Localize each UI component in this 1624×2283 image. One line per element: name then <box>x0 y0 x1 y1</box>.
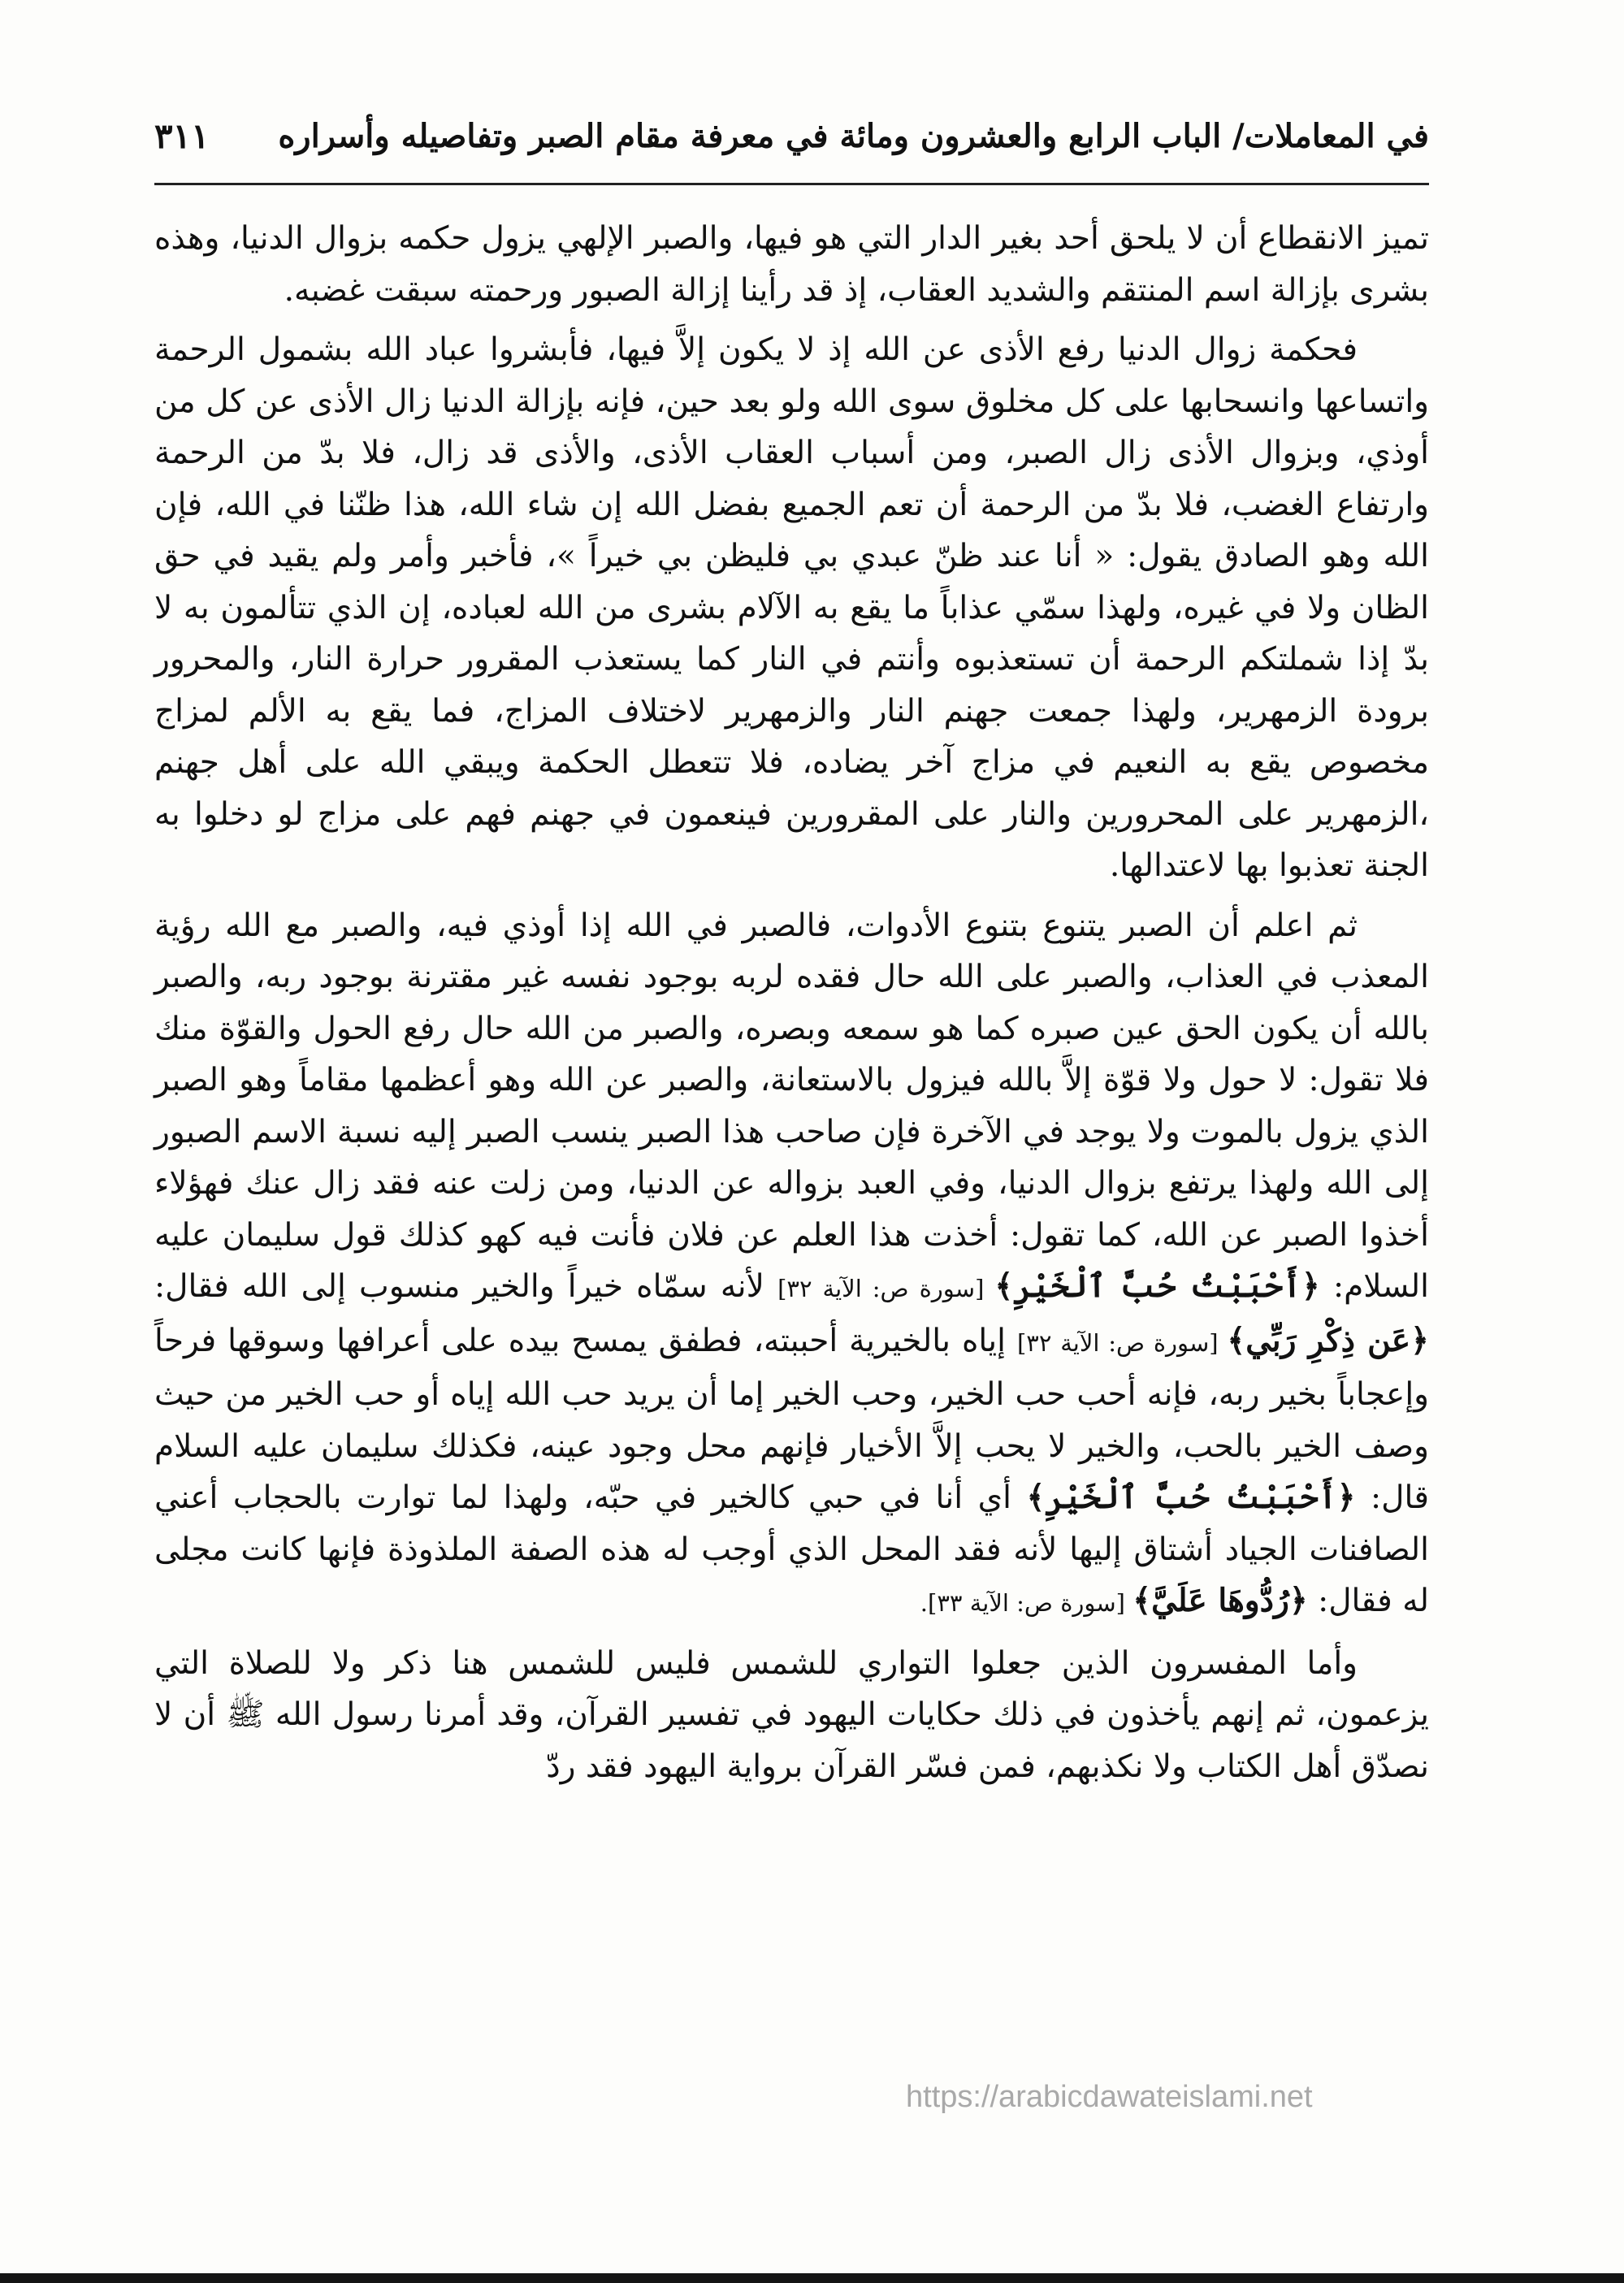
body-text <box>154 213 1429 1800</box>
verse-reference: [سورة ص: الآية ٣٢] <box>777 1275 995 1302</box>
paragraph-text: فحكمة زوال الدنيا رفع الأذى عن الله إذ لا يكون إلاَّ فيها، فأبشروا عباد الله بشمول الرحمة واتساعها وانسحابها على كل مخلوق سوى الله ولو بعد حين، فإنه بإزالة الدنيا زال الأذى عن كل من أوذي، وبزوال الأذى زال الصبر، ومن أسباب العقاب الأذى، والأذى قد زال، فلا بدّ من الرحمة وارتفاع الغضب، فلا بدّ من الرحمة أن تعم الجميع بفضل الله إن شاء الله، هذا ظنّنا في الله، فإن الله وهو الصادق يقول: « أنا عند ظنّ عبدي بي فليظن بي خيراً »، فأخبر وأمر ولم يقيد في حق الظان ولا في غيره، ولهذا سمّي عذاباً ما يقع به الآلام بشرى من الله لعباده، إن الذي تتألمون به لا بدّ إذا شملتكم الرحمة أن تستعذبوه وأنتم في النار كما يستعذب المقرور حرارة النار، والمحرور برودة الزمهرير، ولهذا جمعت جهنم النار والزمهرير لاختلاف المزاج، فما يقع به الألم لمزاج مخصوص يقع به النعيم في مزاج آخر يضاده، فلا تتعطل الحكمة ويبقي الله على أهل جهنم ،الزمهرير على المحرورين والنار على المقرورين فينعمون في جهنم فهم على مزاج لو دخلوا به الجنة تعذبوا بها لاعتدالها. <box>154 331 1429 884</box>
running-header <box>154 112 1429 177</box>
quran-verse: ﴿عَن ذِكْرِ رَبِّي﴾ <box>1227 1321 1429 1359</box>
paragraph-text: ثم اعلم أن الصبر يتنوع بتنوع الأدوات، فالصبر في الله إذا أوذي فيه، والصبر مع الله رؤية المعذب في العذاب، والصبر على الله حال فقده لربه بوجود نفسه غير مقترنة بوجود ربه، والصبر بالله أن يكون الحق عين صبره كما هو سمعه وبصره، والصبر من الله حال رفع الحول والقوّة منك فلا تقول: لا حول ولا قوّة إلاَّ بالله فيزول بالاستعانة، والصبر عن الله وهو أعظمها مقاماً وهو الصبر الذي يزول بالموت ولا يوجد في الآخرة فإن صاحب هذا الصبر ينسب الصبر إليه نسبة الاسم الصبور إلى الله ولهذا يرتفع بزوال الدنيا، وفي العبد بزواله عن الدنيا، ومن زلت عنه فقد زال عنك فهؤلاء أخذوا الصبر عن الله، كما تقول: أخذت هذا العلم عن فلان فأنت فيه كهو كذلك قول سليمان عليه السلام: <box>154 907 1430 1305</box>
quran-verse: ﴿أَحْبَبْتُ حُبَّ ٱلْخَيْرِ﴾ <box>1026 1479 1356 1516</box>
verse-reference: [سورة ص: الآية ٣٣]. <box>920 1589 1133 1617</box>
paragraph <box>154 1638 1429 1793</box>
paragraph-text: إياه بالخيرية أحببته، فطفق يمسح بيده على أعرافها وسوقها فرحاً وإعجاباً بخير ربه، فإنه أحب حب الخير، وحب الخير إما أن يريد حب الله إياه أو حب الخير من حيث وصف الخير بالحب، والخير لا يحب إلاَّ الأخيار فإنهم محل وجود عينه، فكذلك سليمان عليه السلام قال: <box>154 1322 1429 1516</box>
verse-reference: [سورة ص: الآية ٣٢] <box>1016 1328 1228 1357</box>
source-watermark: https://arabicdawateislami.net <box>906 2080 1313 2114</box>
header-rule <box>154 183 1429 185</box>
paragraph-text: أي أنا في حبي كالخير في حبّه، ولهذا لما توارت بالحجاب أعني الصافنات الجياد أشتاق إليها لأنه فقد المحل الذي أوجب له هذه الصفة الملذوذة فإنها كانت مجلى له فقال: <box>154 1479 1429 1619</box>
paragraph-text: لأنه سمّاه خيراً والخير منسوب إلى الله فقال: <box>154 1268 778 1305</box>
scan-edge <box>0 2273 1624 2283</box>
header-title: في المعاملات/ الباب الرابع والعشرون ومائة في معرفة مقام الصبر وتفاصيله وأسراره <box>278 117 1429 155</box>
quran-verse: ﴿أَحْبَبْتُ حُبَّ ٱلْخَيْرِ﴾ <box>994 1267 1320 1305</box>
paragraph-text: تميز الانقطاع أن لا يلحق أحد بغير الدار التي هو فيها، والصبر الإلهي يزول حكمه بزوال الدنيا، وهذه بشرى بإزالة اسم المنتقم والشديد العقاب، إذ قد رأينا إزالة الصبور ورحمته سبقت غضبه. <box>154 220 1429 309</box>
quran-verse: ﴿رُدُّوهَا عَلَيَّ﴾ <box>1132 1582 1308 1619</box>
paragraph <box>154 900 1429 1630</box>
page-number: ٣١١ <box>154 116 210 156</box>
paragraph <box>154 213 1429 316</box>
paragraph <box>154 324 1429 892</box>
paragraph-text: وأما المفسرون الذين جعلوا التواري للشمس فليس للشمس هنا ذكر ولا للصلاة التي يزعمون، ثم إنهم يأخذون في ذلك حكايات اليهود في تفسير القرآن، وقد أمرنا رسول الله ﷺ أن لا نصدّق أهل الكتاب ولا نكذبهم، فمن فسّر القرآن برواية اليهود فقد ردّ <box>154 1644 1429 1785</box>
